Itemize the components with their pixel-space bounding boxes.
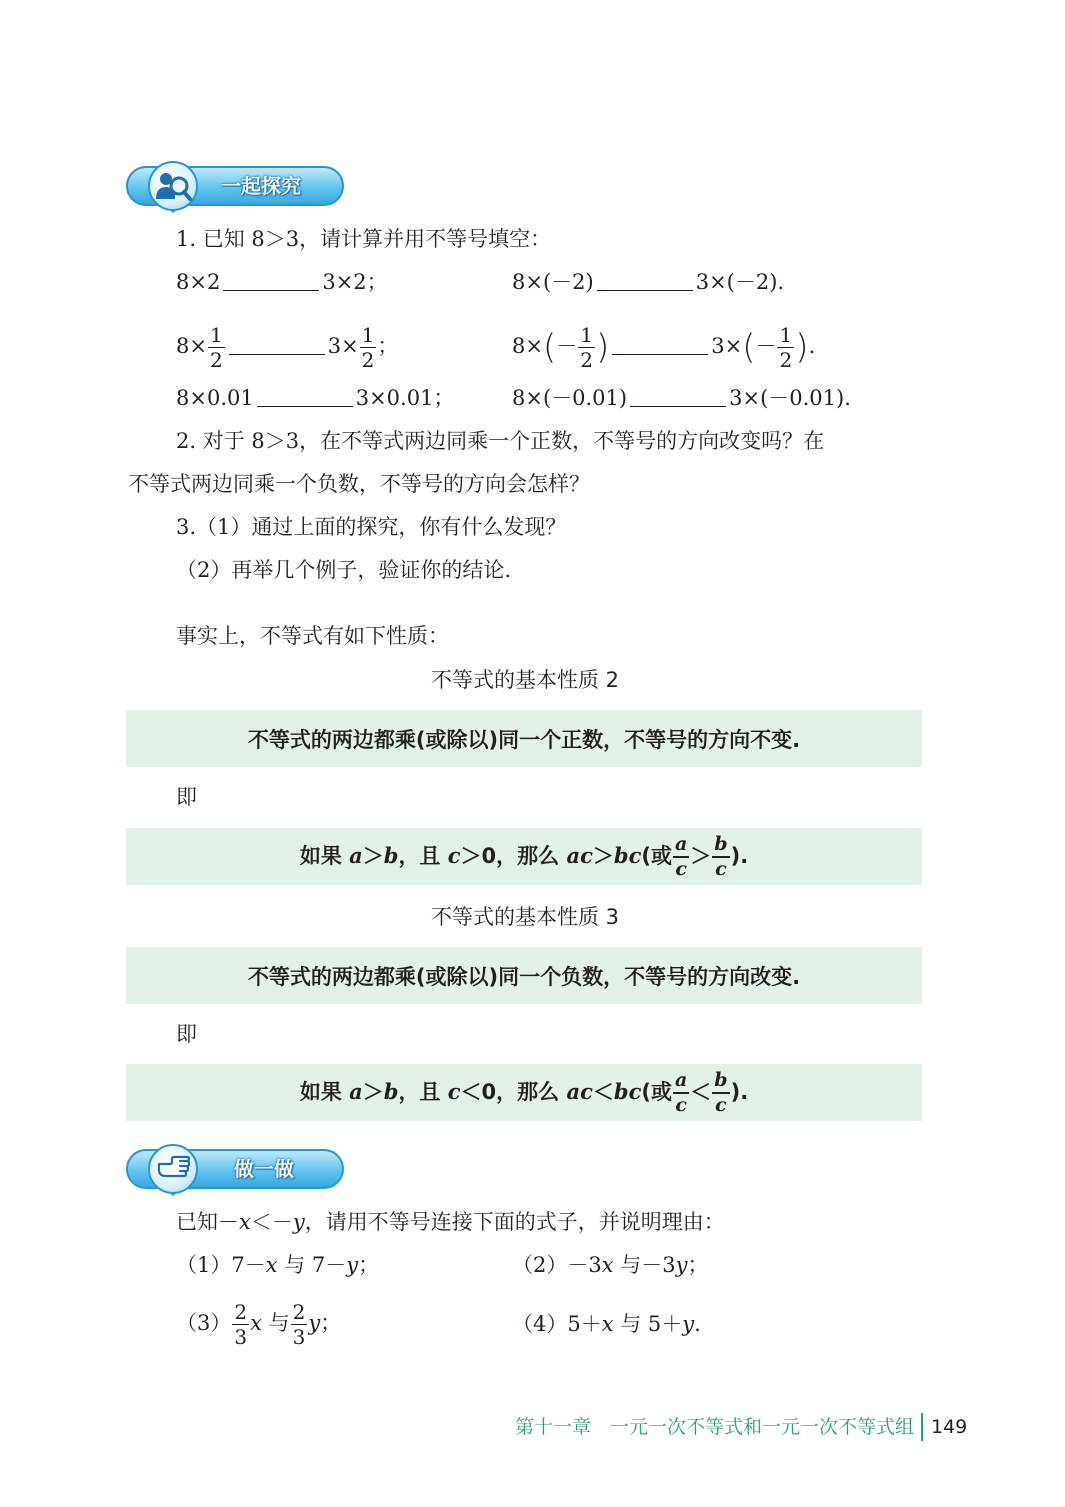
fill-row-1-left: 8×2 3×2； — [176, 270, 388, 294]
people-magnifier-icon — [148, 161, 198, 211]
property-3-title: 不等式的基本性质 3 — [430, 905, 620, 929]
footer-chapter-title: 第十一章 一元一次不等式和一元一次不等式组 — [514, 1416, 914, 1438]
question-2-line-2: 不等式两边同乘一个负数，不等号的方向会怎样？ — [128, 472, 590, 496]
fraction-one-half: $\frac{1}{2}$ — [361, 323, 375, 372]
fraction-b-over-c: $\frac{b}{c}$ — [714, 832, 728, 880]
answer-blank[interactable] — [229, 334, 325, 355]
fill-row-2-right: 8×(－ $\frac{1}{2}$ ) 3×(－ $\frac{1}{2}$ ). — [512, 323, 816, 372]
answer-blank[interactable] — [630, 386, 726, 407]
banner-label: 一起探究 — [221, 174, 301, 198]
exercise-item-2: （2）－3x 与－3y； — [512, 1253, 709, 1277]
fraction-one-half: $\frac{1}{2}$ — [779, 323, 793, 372]
fraction-two-thirds: $\frac{2}{3}$ — [234, 1300, 248, 1349]
page-number: 149 — [931, 1416, 968, 1438]
property-2-formula: 如果 a＞b，且 c＞0，那么 ac＞bc(或 $\frac{a}{c}$ ＞ $\frac{b}{c}$ ). — [299, 832, 749, 880]
hand-icon — [148, 1144, 198, 1194]
section-banner-explore — [126, 166, 348, 210]
banner-label: 做一做 — [234, 1157, 294, 1181]
property-3-formula-box — [126, 1064, 922, 1121]
fill-row-1-right: 8×(－2) 3×(－2). — [512, 270, 785, 294]
footer-divider — [921, 1413, 923, 1441]
answer-blank[interactable] — [597, 270, 693, 291]
answer-blank[interactable] — [612, 334, 708, 355]
property-3-ji: 即 — [176, 1022, 197, 1046]
question-2-line-1: 2. 对于 8＞3，在不等式两边同乘一个正数，不等号的方向改变吗？在 — [176, 429, 825, 453]
fraction-a-over-c: $\frac{a}{c}$ — [674, 1068, 688, 1116]
fact-intro: 事实上，不等式有如下性质： — [176, 624, 449, 648]
property-2-statement: 不等式的两边都乘(或除以)同一个正数，不等号的方向不变. — [247, 727, 801, 752]
fraction-b-over-c: $\frac{b}{c}$ — [714, 1068, 728, 1116]
fraction-a-over-c: $\frac{a}{c}$ — [674, 832, 688, 880]
question-1: 1. 已知 8＞3，请计算并用不等号填空： — [176, 227, 552, 251]
exercise-item-1: （1）7－x 与 7－y； — [176, 1253, 380, 1277]
property-3-statement: 不等式的两边都乘(或除以)同一个负数，不等号的方向改变. — [247, 964, 801, 989]
answer-blank[interactable] — [257, 386, 353, 407]
fraction-one-half: $\frac{1}{2}$ — [209, 323, 223, 372]
section-banner-do — [126, 1149, 348, 1193]
fraction-one-half: $\frac{1}{2}$ — [580, 323, 593, 372]
fraction-two-thirds: $\frac{2}{3}$ — [292, 1300, 306, 1349]
fill-row-3-right: 8×(－0.01) 3×(－0.01). — [512, 386, 851, 410]
exercise-item-3: （3） $\frac{2}{3}$ x 与 $\frac{2}{3}$ y； — [176, 1300, 342, 1349]
answer-blank[interactable] — [223, 270, 319, 291]
property-2-title: 不等式的基本性质 2 — [430, 668, 620, 692]
property-3-formula: 如果 a＞b，且 c＜0，那么 ac＜bc(或 $\frac{a}{c}$ ＜ $\frac{b}{c}$ ). — [299, 1068, 749, 1116]
property-2-ji: 即 — [176, 785, 197, 809]
property-2-statement-box — [126, 710, 922, 767]
exercise-intro: 已知－x＜－y，请用不等号连接下面的式子，并说明理由： — [176, 1210, 725, 1234]
property-3-statement-box — [126, 947, 922, 1004]
fill-row-2-left: 8× $\frac{1}{2}$ 3× $\frac{1}{2}$ ； — [176, 323, 399, 372]
property-2-formula-box — [126, 828, 922, 885]
question-3-line-2: （2）再举几个例子，验证你的结论. — [176, 558, 512, 582]
question-3-line-1: 3.（1）通过上面的探究，你有什么发现？ — [176, 515, 567, 539]
exercise-item-4: （4）5＋x 与 5＋y. — [512, 1312, 701, 1336]
fill-row-3-left: 8×0.01 3×0.01； — [176, 386, 455, 410]
